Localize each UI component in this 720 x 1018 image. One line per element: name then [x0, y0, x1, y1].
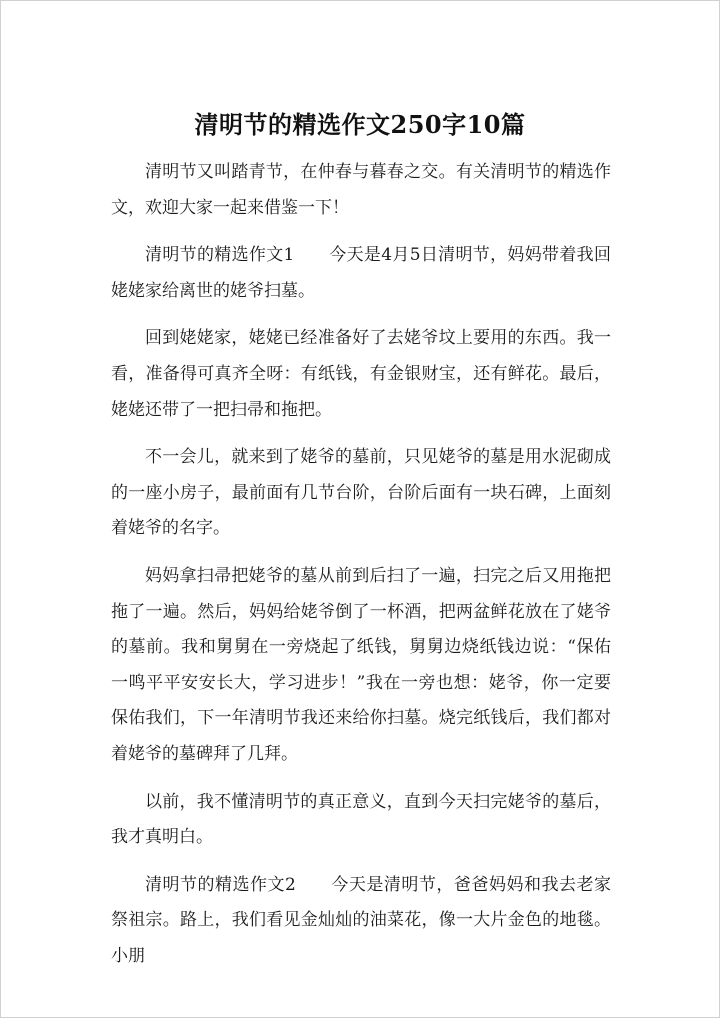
paragraph-essay-2-heading: 清明节的精选作文2 今天是清明节，爸爸妈妈和我去老家祭祖宗。路上，我们看见金灿灿的油菜花，像一大片金色的地毯。小朋 [111, 874, 611, 966]
document-title: 清明节的精选作文250字10篇 [194, 110, 526, 139]
paragraph: 不一会儿，就来到了姥爷的墓前，只见姥爷的墓是用水泥砌成的一座小房子，最前面有几节台阶，台阶后面有一块石碑，上面刻着姥爷的名字。 [111, 447, 611, 539]
paragraph: 回到姥姥家，姥姥已经准备好了去姥爷坟上要用的东西。我一看，准备得可真齐全呀：有纸钱，有金银财宝，还有鲜花。最后，姥姥还带了一把扫帚和拖把。 [111, 328, 611, 420]
paragraph-intro: 清明节又叫踏青节，在仲春与暮春之交。有关清明节的精选作文，欢迎大家一起来借鉴一下！ [111, 162, 611, 218]
paragraph-essay-1-heading: 清明节的精选作文1 今天是4月5日清明节，妈妈带着我回姥姥家给离世的姥爷扫墓。 [111, 245, 611, 301]
document-body [111, 155, 611, 986]
paragraph: 以前，我不懂清明节的真正意义，直到今天扫完姥爷的墓后，我才真明白。 [111, 791, 611, 848]
paragraph: 妈妈拿扫帚把姥爷的墓从前到后扫了一遍，扫完之后又用拖把拖了一遍。然后，妈妈给姥爷倒了一杯酒，把两盆鲜花放在了姥爷的墓前。我和舅舅在一旁烧起了纸钱，舅舅边烧纸钱边说：“保佑一鸣平平安安长大，学习进步！”我在一旁也想：姥爷，你一定要保佑我们，下一年清明节我还来给你扫墓。烧完纸钱后，我们都对着姥爷的墓碑拜了几拜。 [111, 565, 611, 764]
